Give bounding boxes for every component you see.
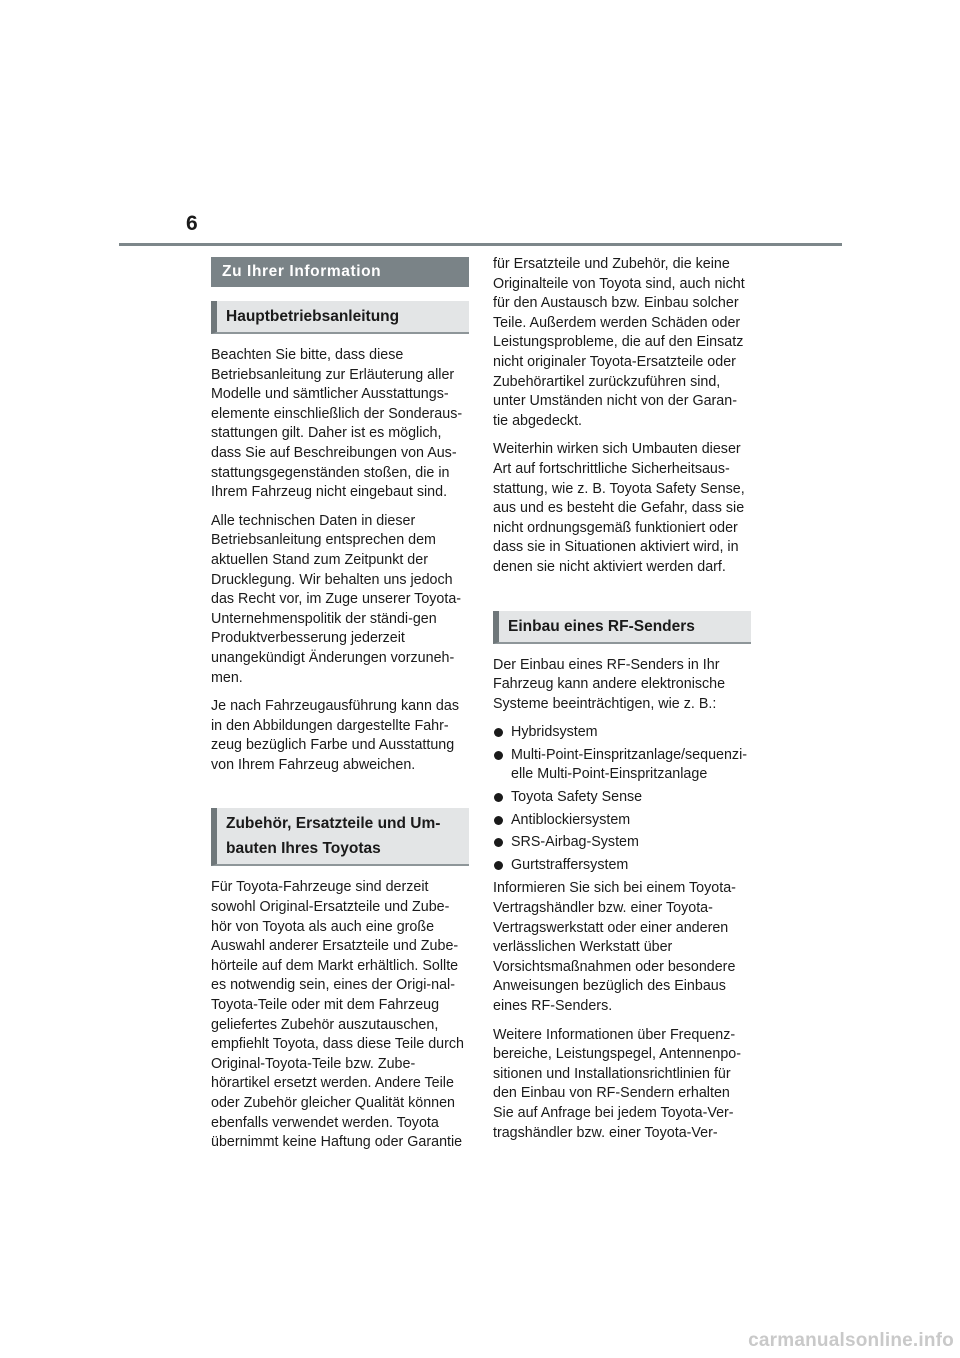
- paragraph: Informieren Sie sich bei einem Toyota-Vertragshändler bzw. einer Toyota-Vertragswerkstatt oder einer anderen verlässlichen Werkstatt über Vorsichtsmaßnahmen oder besondere Anweisungen bezüglich des Einbaus eines RF-Senders.: [493, 880, 736, 1014]
- chapter-title: Zu Ihrer Information: [211, 257, 469, 287]
- bullet-icon: [494, 816, 503, 825]
- paragraph: Für Toyota-Fahrzeuge sind derzeit sowohl Original-Ersatzteile und Zube-hör von Toyota als auch eine große Auswahl anderer Ersatzteile und Zube-hörteile auf dem Markt erhältlich. Sollte es notwendig sein, eines der Origi-nal-Toyota-Teile oder mit dem Fahrzeug geliefertes Zubehör auszutauschen, empfiehlt Toyota, dass diese Teile durch Original-Toyota-Teile bzw. Zube-hörartikel ersetzt werden. Andere Teile oder Zubehör gleicher Qualität können ebenfalls verwendet werden. Toyota übernimmt keine Haftung oder Garantie: [211, 879, 464, 1151]
- list-item: Multi-Point-Einspritzanlage/sequenzi-elle Multi-Point-Einspritzanlage: [493, 746, 751, 785]
- page-number: 6: [186, 212, 198, 235]
- section-heading-hauptbetriebsanleitung: Hauptbetriebsanleitung: [211, 301, 469, 334]
- bullet-icon: [494, 838, 503, 847]
- list-item: Toyota Safety Sense: [493, 788, 751, 808]
- bullet-icon: [494, 793, 503, 802]
- paragraph: Der Einbau eines RF-Senders in Ihr Fahrzeug kann andere elektronische Systeme beeinträchtigen, wie z. B.:: [493, 656, 726, 712]
- paragraph: Weitere Informationen über Frequenz-bereiche, Leistungspegel, Antennenpo-sitionen und Installationsrichtlinien für den Einbau von RF-Sendern erhalten Sie auf Anfrage bei jedem Toyota-Ver-tragshändler bzw. einer Toyota-Ver-: [493, 1026, 742, 1141]
- paragraph: Weiterhin wirken sich Umbauten dieser Art auf fortschrittliche Sicherheitsaus-stattung, wie z. B. Toyota Safety Sense, aus und es besteht die Gefahr, dass sie nicht ordnungsgemäß funktioniert oder dass sie in Situationen aktiviert wird, in denen sie nicht aktiviert werden darf.: [493, 441, 745, 575]
- bullet-icon: [494, 728, 503, 737]
- affected-systems-list: [493, 723, 751, 875]
- paragraph: für Ersatzteile und Zubehör, die keine Originalteile von Toyota sind, auch nicht für den Austausch bzw. Einbau solcher Teile. Außerdem werden Schäden oder Leistungsprobleme, die auf den Einsatz nicht originaler Toyota-Ersatzteile oder Zubehörartikel zurückzuführen sind, unter Umständen nicht von der Garan-tie abgedeckt.: [493, 256, 745, 429]
- list-item: Antiblockiersystem: [493, 811, 751, 831]
- paragraph: Beachten Sie bitte, dass diese Betriebsanleitung zur Erläuterung aller Modelle und sämtlicher Ausstattungs-elemente einschließlich der Sonderaus-stattungen gilt. Daher ist es möglich, dass Sie auf Beschreibungen von Aus-stattungsgegenständen stoßen, die in Ihrem Fahrzeug nicht eingebaut sind.: [211, 347, 463, 501]
- header-divider: [119, 243, 842, 246]
- paragraph: Alle technischen Daten in dieser Betriebsanleitung entsprechen dem aktuellen Stand zum Zeitpunkt der Drucklegung. Wir behalten uns jedoch das Recht vor, im Zuge unserer Toyota-Unternehmenspolitik der ständi-gen Produktverbesserung jederzeit unangekündigt Änderungen vorzuneh-men.: [211, 512, 462, 686]
- section-heading-rf-sender: Einbau eines RF-Senders: [493, 611, 751, 644]
- bullet-icon: [494, 861, 503, 870]
- bullet-icon: [494, 751, 503, 760]
- list-item: Gurtstraffersystem: [493, 856, 751, 876]
- list-item: Hybridsystem: [493, 723, 751, 743]
- watermark: carmanualsonline.info: [748, 1330, 954, 1351]
- list-item: SRS-Airbag-System: [493, 833, 751, 853]
- left-column: [211, 257, 469, 1162]
- section-heading-zubehoer: Zubehör, Ersatzteile und Um-bauten Ihres Toyotas: [211, 808, 469, 866]
- right-column: [493, 255, 751, 1152]
- paragraph: Je nach Fahrzeugausführung kann das in den Abbildungen dargestellte Fahr-zeug bezüglich Farbe und Ausstattung von Ihrem Fahrzeug abweichen.: [211, 698, 459, 773]
